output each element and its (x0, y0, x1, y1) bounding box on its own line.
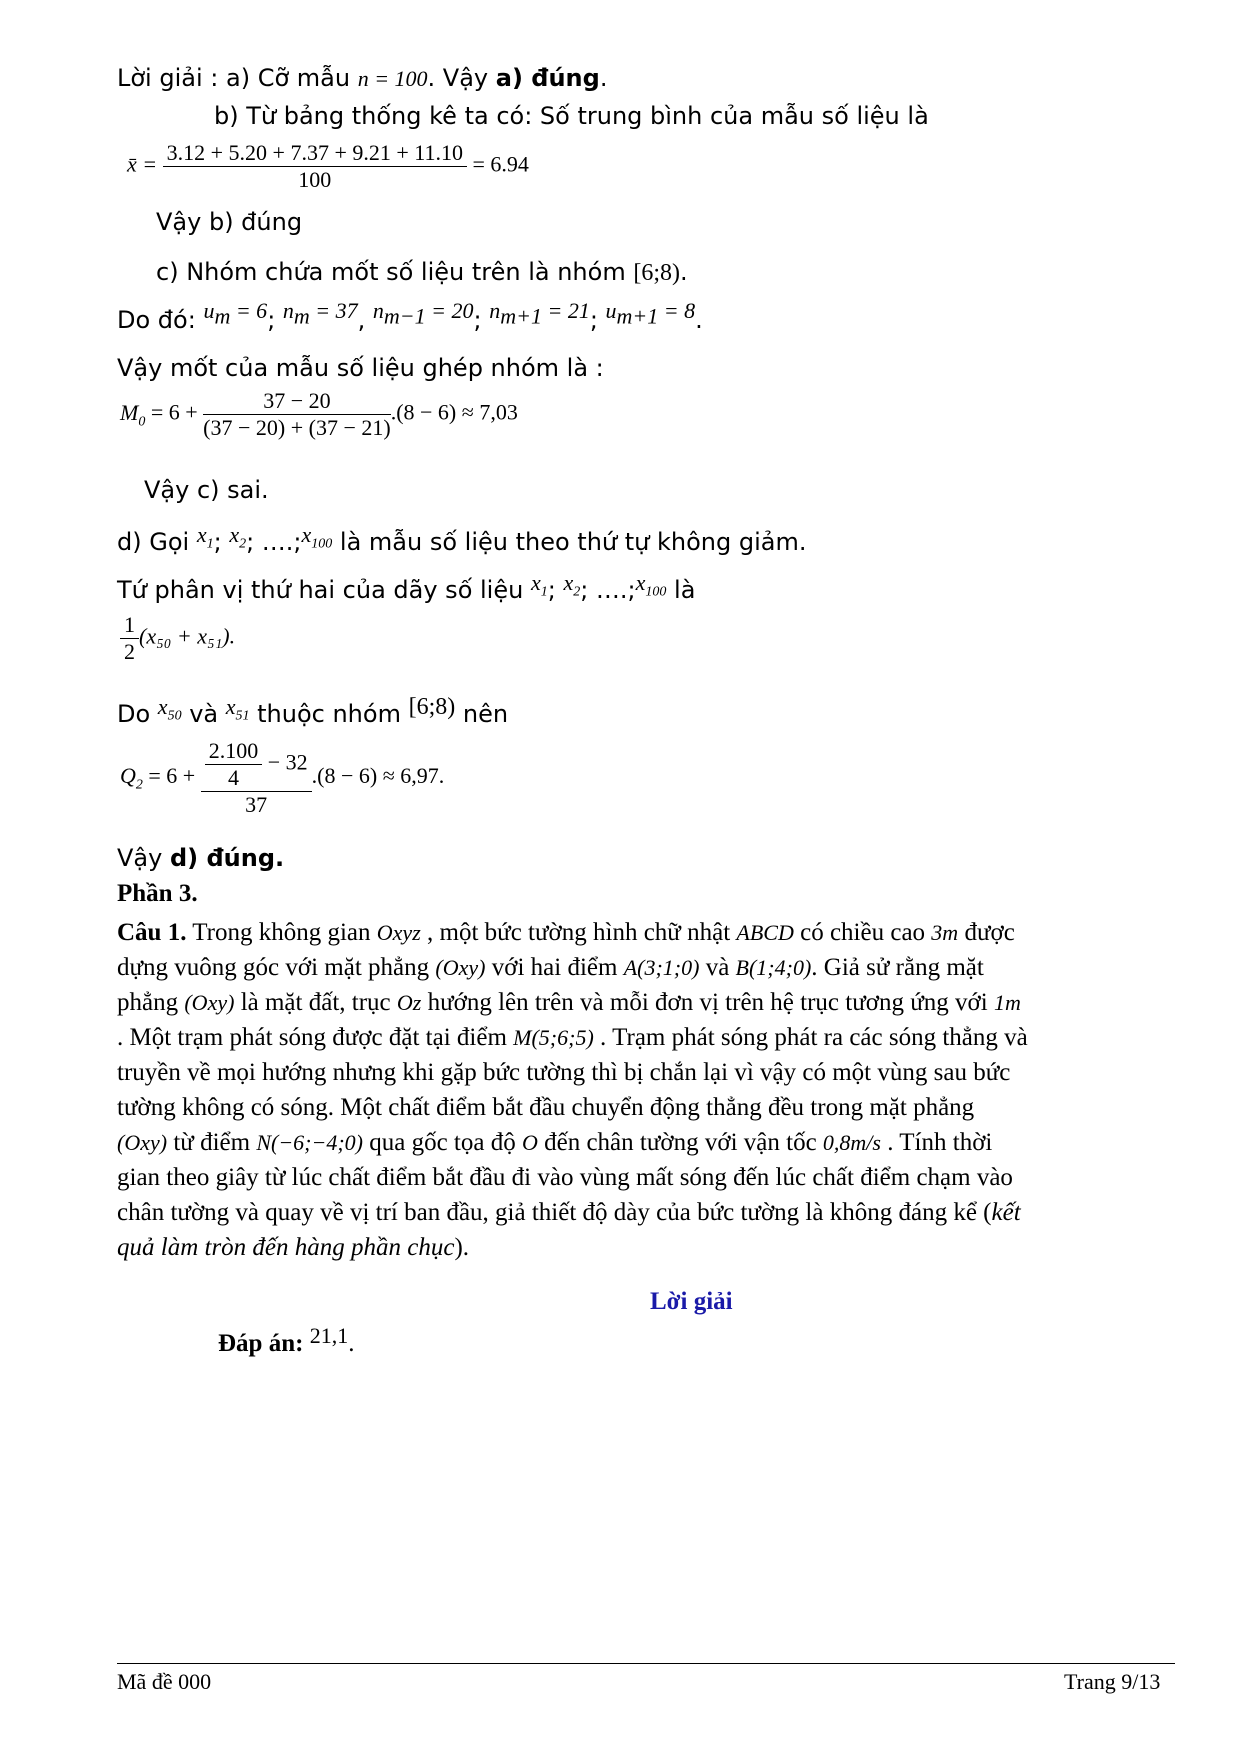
x2-term (229, 522, 247, 552)
text: = 37 (309, 298, 358, 323)
text: x (229, 522, 240, 547)
text: x (196, 522, 207, 547)
footer-divider (117, 1663, 1175, 1664)
nm-term (282, 298, 358, 329)
text: A(3;1;0) (623, 955, 700, 980)
um-plus-term (605, 298, 696, 329)
text: 1m (993, 990, 1021, 1015)
text: . Tính thời (880, 1129, 993, 1156)
text: thuộc nhóm (249, 700, 409, 728)
text: . (680, 258, 688, 286)
text: ; ….; (246, 528, 302, 556)
part-a-label: a) (225, 64, 251, 92)
text: . Vậy (427, 64, 496, 92)
text: gian theo giây từ lúc chất điểm bắt đầu đi vào vùng mất sóng đến lúc chất điểm chạm vào (117, 1164, 1013, 1191)
text: là (666, 576, 696, 604)
part3-heading (117, 880, 198, 908)
text: nên (455, 700, 509, 728)
half-expression (120, 612, 235, 665)
part-b-label: b) (214, 102, 239, 130)
mean-lhs: x̄ = (127, 151, 158, 177)
q2-numerator (201, 738, 312, 792)
q2-denominator: 37 (245, 792, 268, 817)
text: Trong không gian (186, 919, 377, 946)
text: = 20 (425, 298, 474, 323)
text: 2 (135, 777, 143, 793)
text: Từ bảng thống kê ta có: Số trung bình của mẫu số liệu là (238, 102, 929, 130)
text: 100 (311, 536, 333, 552)
text: n (282, 298, 294, 323)
x100-term (635, 570, 667, 600)
text: , một bức tường hình chữ nhật (420, 919, 737, 946)
solution-heading (650, 1288, 733, 1316)
x1-term (530, 570, 548, 600)
q2-fraction (201, 738, 312, 818)
text: . Trạm phát sóng phát ra các sóng thẳng và (593, 1024, 1028, 1051)
solution-d-line: d) Gọi $x_1$; $x_2$; $\dots.;x_{100}$ là mẫu số liệu theo thứ tự không giảm. (117, 522, 807, 556)
text: 0 (138, 413, 146, 429)
solution-label: Lời giải : (117, 64, 226, 92)
text: ABCD (736, 920, 794, 945)
text: quả làm tròn đến hàng phần chục (117, 1234, 455, 1261)
text: ). (454, 1234, 470, 1261)
mean-denominator: 100 (298, 167, 332, 192)
text: 2.100 (205, 738, 263, 765)
text: 2 (573, 584, 581, 600)
mode-intro (117, 354, 604, 382)
text: 1 (206, 536, 214, 552)
text: (Oxy) (184, 990, 235, 1015)
question-label: Câu 1. (117, 919, 187, 946)
text: . (599, 64, 608, 92)
text: ; ….; (580, 576, 636, 604)
text: 50 (167, 708, 182, 724)
x100-term (301, 522, 333, 552)
mode-denominator: (37 − 20) + (37 − 21) (203, 415, 391, 440)
text: kết (991, 1199, 1021, 1226)
text: u (605, 298, 617, 323)
mode-formula (120, 388, 518, 441)
footer-left (117, 1669, 211, 1695)
mode-fraction (203, 388, 391, 441)
q-line-2 (117, 950, 1028, 985)
text: 2 (239, 536, 247, 552)
text: là mặt đất, trục (234, 989, 397, 1016)
um-term (203, 298, 268, 329)
mean-numerator: 3.12 + 5.20 + 7.37 + 9.21 + 11.10 (163, 140, 467, 167)
text: tường không có sóng. Một chất điểm bắt đầu chuyển động thẳng đều trong mặt phẳng (117, 1094, 975, 1121)
nm-minus-term (372, 298, 474, 329)
text: − 32 (262, 749, 308, 775)
mode-numerator: 37 − 20 (203, 388, 391, 415)
text: n (372, 298, 384, 323)
text: Lời giải (650, 1288, 733, 1315)
verdict-c (144, 476, 269, 504)
do-do-line: Do đó: $u_m = 6$; $n_m = 37$, $n_{m-1} = 20$; $n_{m+1} = 21$; $u_{m+1} = 8$. (117, 298, 703, 334)
q-line-5 (117, 1055, 1028, 1090)
do-line (117, 694, 509, 732)
text: . (348, 1330, 355, 1357)
x51-term (225, 694, 250, 724)
text: = 6 + (145, 399, 198, 425)
text: M (120, 399, 139, 425)
text: = 8 (658, 298, 696, 323)
text: m (214, 303, 231, 329)
text: (Oxy) (435, 955, 486, 980)
text: Mã đề 000 (117, 1669, 212, 1694)
text: 1 (540, 584, 548, 600)
text: m−1 (383, 303, 426, 329)
text: = 6 + (142, 763, 196, 789)
text: Vậy mốt của mẫu số liệu ghép nhóm là : (117, 354, 604, 382)
q2-result: .(8 − 6) ≈ 6,97. (311, 763, 445, 789)
question-1 (117, 915, 1028, 1265)
text: Phần 3. (117, 880, 198, 907)
text: d) đúng. (169, 844, 285, 872)
text: Oxyz (376, 920, 421, 945)
verdict-d (117, 844, 284, 872)
nm-plus-term (489, 298, 590, 329)
text: = 21 (541, 298, 590, 323)
footer-right (1064, 1669, 1160, 1695)
text: và (181, 700, 226, 728)
text: và (699, 954, 736, 981)
answer-line (218, 1323, 355, 1358)
text: x (563, 570, 574, 595)
mean-fraction (163, 140, 467, 193)
sample-size-formula: n = 100 (357, 66, 428, 91)
text: 4 (227, 765, 239, 790)
answer-label: Đáp án: (218, 1330, 310, 1357)
text: có chiều cao (793, 919, 932, 946)
text: M(5;6;5) (513, 1025, 594, 1050)
text: B(1;4;0) (735, 955, 812, 980)
text: m (293, 303, 310, 329)
text: N(−6;−4;0) (256, 1130, 363, 1155)
verdict-b (156, 208, 302, 236)
q-line-9 (117, 1195, 1028, 1230)
text: m+1 (500, 303, 542, 329)
x1-term (196, 522, 214, 552)
quartile-intro: Tứ phân vị thứ hai của dãy số liệu $x_1$; $x_2$; $\dots.;x_{100}$ là (117, 570, 696, 604)
text: x (301, 522, 312, 547)
text: Trang 9/13 (1064, 1669, 1161, 1694)
text: 0,8m/s (822, 1130, 881, 1155)
q-line-8 (117, 1160, 1028, 1195)
q2-lhs (120, 763, 143, 793)
answer-value: 21,1 (309, 1323, 349, 1348)
text: Cỡ mẫu (250, 64, 358, 92)
text: Tứ phân vị thứ hai của dãy số liệu (117, 576, 531, 604)
q-line-1 (117, 915, 1028, 950)
text: Oz (396, 990, 422, 1015)
mean-result: = 6.94 (472, 151, 529, 177)
q-line-4 (117, 1020, 1028, 1055)
q-line-7 (117, 1125, 1028, 1160)
text: 1 (120, 612, 139, 639)
text: hướng lên trên và mỗi đơn vị trên hệ trục tương ứng với (421, 989, 994, 1016)
text: Vậy c) sai. (144, 476, 269, 504)
text: đến chân tường với vận tốc (537, 1129, 823, 1156)
text: được (958, 919, 1015, 946)
text: (Oxy) (117, 1130, 168, 1155)
text: Do (117, 700, 158, 728)
text: u (203, 298, 215, 323)
mean-formula (127, 140, 529, 193)
text: Vậy b) đúng (156, 208, 303, 236)
text: x (225, 694, 236, 719)
text: truyền về mọi hướng nhưng khi gặp bức tường thì bị chắn lại vì vậy có một vùng sau bức (117, 1059, 1011, 1086)
text: = 6 (230, 298, 268, 323)
solution-c-line (156, 258, 688, 287)
q-line-6 (117, 1090, 1028, 1125)
q2-inner-fraction (205, 738, 263, 791)
q-line-3 (117, 985, 1028, 1020)
text: từ điểm (167, 1129, 257, 1156)
x2-term (563, 570, 581, 600)
text: Vậy (117, 844, 170, 872)
text: O (521, 1130, 538, 1155)
solution-a-line (117, 64, 607, 92)
text: n (489, 298, 501, 323)
text: x (157, 694, 168, 719)
text: . Giả sử rằng mặt (811, 954, 984, 981)
x50-term (157, 694, 182, 724)
mode-lhs (120, 399, 146, 429)
text: chân tường và quay về vị trí ban đầu, giả thiết độ dày của bức tường là không đáng kể ( (117, 1199, 992, 1226)
text: x (530, 570, 541, 595)
text: Gọi (141, 528, 197, 556)
text: qua gốc tọa độ (362, 1129, 522, 1156)
quartile-group: [6;8) (408, 694, 456, 720)
text: Nhóm chứa mốt số liệu trên là nhóm (178, 258, 634, 286)
verdict-a: a) đúng (495, 64, 600, 92)
text: x (635, 570, 646, 595)
text: 51 (235, 708, 250, 724)
text: 100 (645, 584, 667, 600)
part-c-label: c) (156, 258, 179, 286)
modal-group: [6;8) (633, 260, 680, 286)
part-d-label: d) (117, 528, 142, 556)
q2-formula (120, 738, 444, 818)
text: dựng vuông góc với mặt phẳng (117, 954, 436, 981)
text: 3m (931, 920, 959, 945)
text: là mẫu số liệu theo thứ tự không giảm. (332, 528, 807, 556)
text: . Một trạm phát sóng được đặt tại điểm (117, 1024, 514, 1051)
text: Q (120, 763, 136, 789)
text: Do đó: (117, 306, 204, 334)
mode-result: .(8 − 6) ≈ 7,03 (390, 399, 518, 425)
q-line-10 (117, 1230, 1028, 1265)
text: 2 (124, 639, 135, 664)
text: (x₅₀ + x₅₁). (139, 623, 236, 649)
solution-b-line (214, 102, 929, 130)
text: phẳng (117, 989, 185, 1016)
half-fraction (120, 612, 139, 665)
text: m+1 (616, 303, 659, 329)
text: với hai điểm (485, 954, 624, 981)
